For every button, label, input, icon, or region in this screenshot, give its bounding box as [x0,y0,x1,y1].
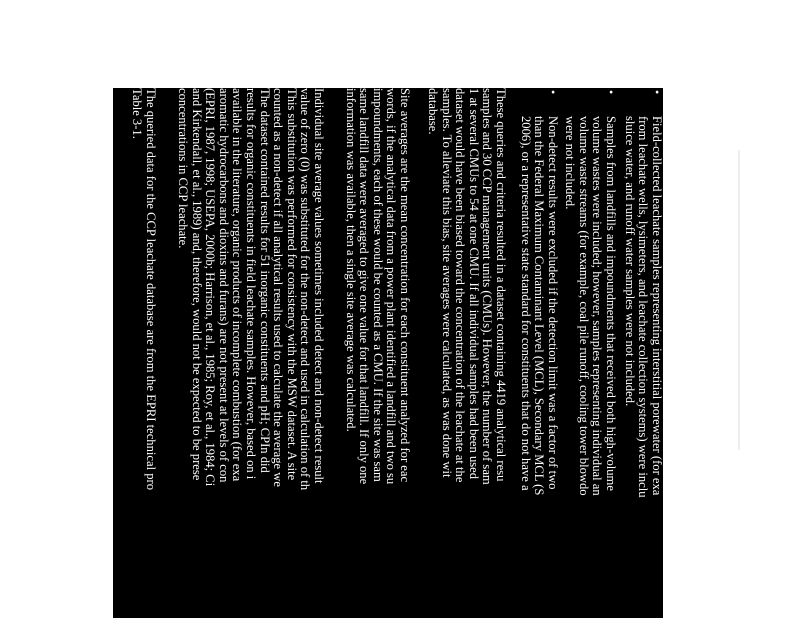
paragraph [343,88,411,618]
text-line: Table 3-1. [130,88,145,139]
text-line: volume wastes were included; however, samples representing individual an [590,116,605,496]
scanned-page [102,88,664,618]
text-line: aromatic hydrocarbons and dioxins and furans) are not present at levels of con [216,88,231,483]
paragraph [130,88,157,618]
text-line: dataset would have been biased toward the concentration of the leachate at the [453,88,468,483]
text-line: Individual site average values sometimes included detect and non-detect result [312,88,326,484]
text-line: results for organic constituents in field leachate samples. However, based on i [244,88,259,480]
text-line: available in the literature, organic products of incomplete combustion (for exa [230,88,245,482]
text-line: (EPRI, 1987, 1998; USEPA, 2000b; Harrison, et al., 1985; Roy, et al., 1984; Ci [203,88,218,487]
text-line: information was available, then a single site average was calculated. [343,88,358,432]
text-line: Field-collected leachate samples representing interstitial porewater (for exa [650,116,664,496]
text-line: counted as a non-detect if all analytical results used to calculate the average we [271,88,286,487]
text-line: volume waste streams (for example, coal pile runoff, cooling tower blowdo [576,116,591,496]
scan-edge-artifact [738,150,740,450]
text-line: This substitution was performed for consistency with the MSW dataset. A site [284,88,299,481]
text-line: Non-detect results were excluded if the detection limit was a factor of two [546,116,560,490]
text-line: words, if the analytical data from a power plant identified a landfill and two su [384,88,399,485]
text-line: impoundments, each of these would be counted as a CMU. If the site was sam [370,88,385,482]
paragraph [425,88,507,618]
text-line: 2006), or a representative state standard for constituents that do not have a [518,116,533,491]
text-line: These queries and criteria resulted in a dataset containing 4419 analytical resu [494,88,508,482]
text-line: were not included. [563,116,578,210]
text-line: and Kirkendall, et al., 1989) and, therefore, would not be expected to be prese [189,88,204,481]
text-line: The dataset contained results for 51 inorganic constituents and pH; CPIn did [257,88,272,473]
text-line: same landfill data were averaged to give one value for that landfill. If only one [357,88,372,485]
rotated-page-content [102,88,664,618]
text-line: sluice water, and runoff water samples were not included. [622,116,637,407]
text-line: concentrations in CCP leachate. [176,88,191,249]
bullet-glyph: • [604,90,618,95]
text-line: 1 at several CMUs to 54 at one CMU. If all individual samples had been used [466,88,481,480]
text-line: than the Federal Maximum Contaminant Level (MCL), Secondary MCL (S [532,116,547,496]
page-number: 2 [102,596,116,602]
bullet-glyph: • [650,90,664,95]
text-line: samples. To alleviate this bias, site averages were calculated, as was done wit [439,88,454,478]
text-line: database. [426,88,441,135]
text-line: Samples from landfills and impoundments that received both high-volume [604,116,618,491]
text-line: Site averages are the mean concentration for each constituent analyzed for eac [398,88,412,483]
text-line: The queried data for the CCP leachate database are from the EPRI technical pro [144,88,158,491]
bullet-item [563,88,617,618]
text-line: value of zero (0) was substituted for the non-detect and used in calculation of th [298,88,313,491]
bullet-item [518,88,559,618]
bullet-item [622,88,663,618]
text-line: from leachate wells, lysimeters, and leachate collection systems) were inclu [636,116,651,498]
text-line: samples and 30 CCP management units (CMUs). However, the number of sam [480,88,495,485]
paragraph [175,88,325,618]
bullet-glyph: • [546,90,560,95]
